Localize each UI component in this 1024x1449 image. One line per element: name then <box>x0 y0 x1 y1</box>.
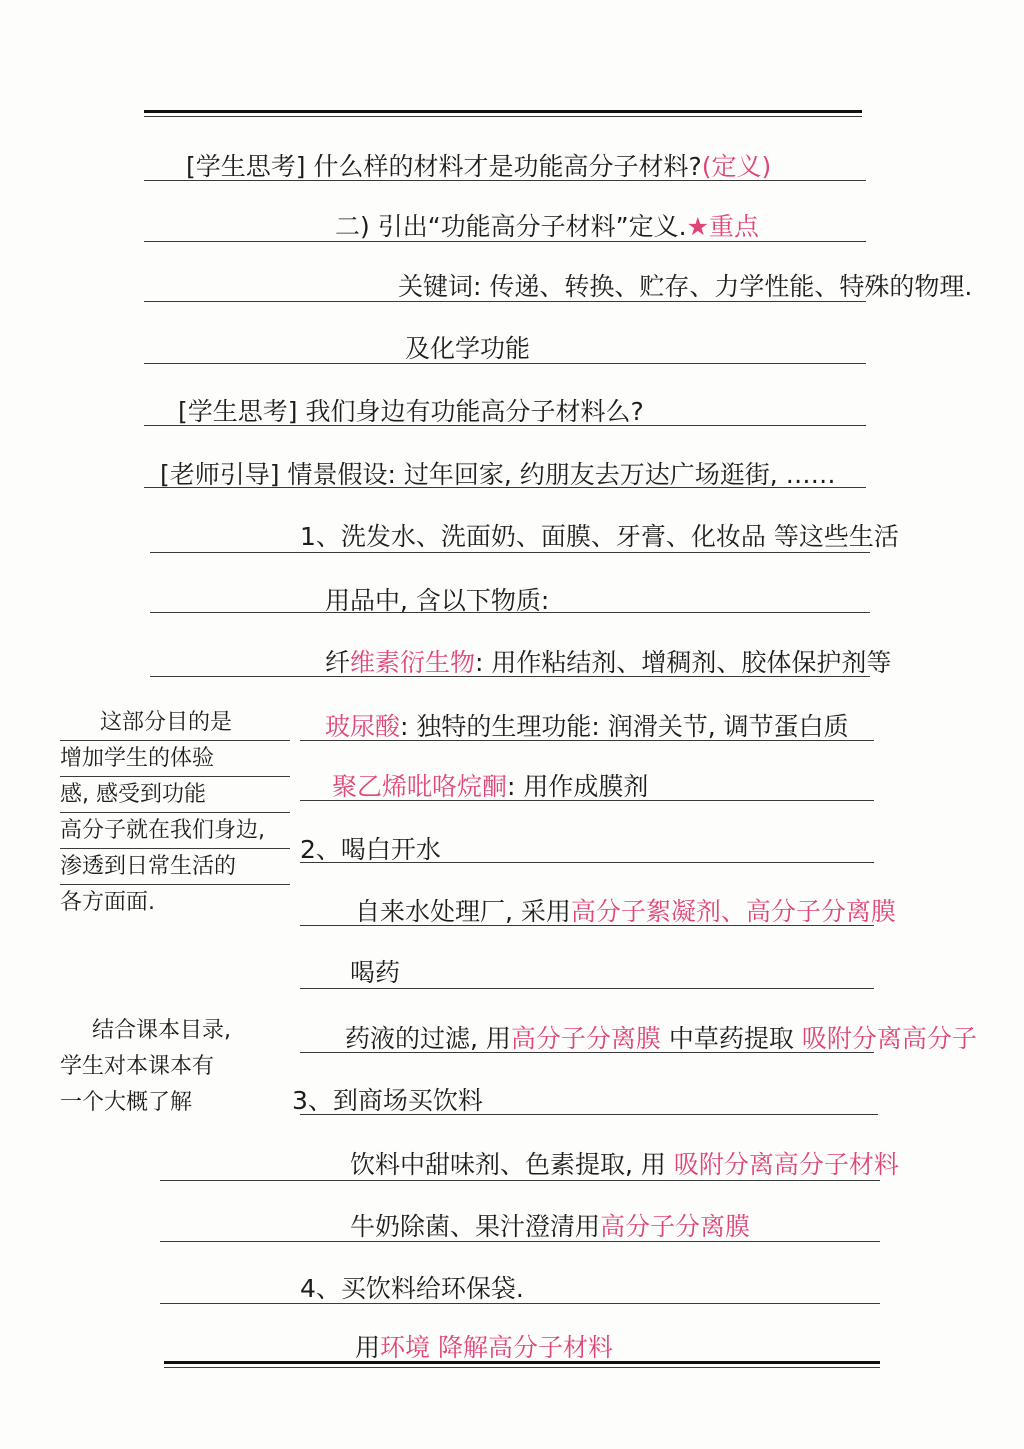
highlight-text: 吸附分离高分子 <box>801 1024 977 1053</box>
side-note-line: 高分子就在我们身边, <box>60 818 265 843</box>
note-text: 药液的过滤, 用 <box>345 1024 511 1053</box>
highlight-text: ★重点 <box>686 212 759 241</box>
note-text: 中草药提取 <box>660 1024 802 1053</box>
note-line <box>335 212 759 242</box>
note-line <box>300 835 441 865</box>
side-underline <box>60 884 290 885</box>
note-text: : 独特的生理功能: 润滑关节, 调节蛋白质 <box>400 712 849 741</box>
top-border-thin <box>144 116 862 117</box>
highlight-text: 高分子分离膜 <box>600 1212 751 1241</box>
highlight-text: 高分子絮凝剂、高分子分离膜 <box>570 897 896 926</box>
highlight-text: 维素衍生物 <box>350 648 476 677</box>
highlight-text: 高分子分离膜 <box>510 1024 661 1053</box>
highlight-text: 聚乙烯吡咯烷酮 <box>332 772 508 801</box>
note-line <box>160 460 836 490</box>
note-line <box>292 1086 483 1116</box>
note-line <box>345 1024 977 1054</box>
ruled-line <box>300 988 874 989</box>
note-line <box>332 772 648 802</box>
highlight-text: 吸附分离高分子材料 <box>673 1150 899 1179</box>
note-line <box>325 648 891 678</box>
note-line <box>398 272 972 302</box>
note-text: 自来水处理厂, 采用 <box>355 897 571 926</box>
side-note-line: 结合课本目录, <box>92 1018 231 1043</box>
note-line <box>350 1212 750 1242</box>
note-line <box>300 1274 524 1304</box>
note-text: 用品中, 含以下物质: <box>325 586 550 615</box>
note-line <box>350 958 400 988</box>
note-text: 纤 <box>325 648 351 677</box>
note-line <box>300 522 899 552</box>
note-text: 3、到商场买饮料 <box>292 1086 483 1115</box>
note-text: 4、买饮料给环保袋. <box>300 1274 524 1303</box>
note-line <box>350 1150 899 1180</box>
highlight-text: 环境 降解高分子材料 <box>380 1333 613 1362</box>
side-underline <box>60 776 290 777</box>
side-note-line: 渗透到日常生活的 <box>60 854 237 879</box>
note-text: 喝药 <box>350 958 401 987</box>
side-underline <box>60 812 290 813</box>
ruled-line <box>160 1180 880 1181</box>
side-note-line: 各方面面. <box>60 890 155 915</box>
note-line <box>355 897 896 927</box>
note-line <box>178 397 644 427</box>
side-underline <box>60 848 290 849</box>
note-text: 饮料中甜味剂、色素提取, 用 <box>350 1150 674 1179</box>
note-text: : 用作粘结剂、增稠剂、胶体保护剂等 <box>475 648 892 677</box>
note-text: [老师引导] <box>160 460 280 489</box>
note-line <box>186 152 771 182</box>
side-note-line: 这部分目的是 <box>100 710 233 735</box>
highlight-text: 玻尿酸 <box>325 712 401 741</box>
side-note-line: 感, 感受到功能 <box>60 782 206 807</box>
note-text: 我们身边有功能高分子材料么? <box>297 397 644 426</box>
note-text: 1、洗发水、洗面奶、面膜、牙膏、化妆品 等这些生活 <box>300 522 899 551</box>
bottom-border-thin <box>164 1367 880 1368</box>
side-note-line: 增加学生的体验 <box>60 746 215 771</box>
top-border <box>144 110 862 113</box>
note-text: [学生思考] <box>186 152 306 181</box>
note-text: 牛奶除菌、果汁澄清用 <box>350 1212 601 1241</box>
note-text: 及化学功能 <box>405 334 531 363</box>
note-text: 二) 引出“功能高分子材料”定义. <box>335 212 687 241</box>
note-line <box>355 1333 613 1363</box>
side-underline <box>60 740 290 741</box>
note-line <box>325 712 849 742</box>
side-note-line: 学生对本课本有 <box>60 1054 215 1079</box>
highlight-text: (定义) <box>701 152 772 181</box>
side-note-line: 一个大概了解 <box>60 1090 193 1115</box>
note-line <box>405 334 530 364</box>
note-text: 关键词: 传递、转换、贮存、力学性能、特殊的物理. <box>398 272 973 301</box>
ruled-line <box>150 552 870 553</box>
note-text: 用 <box>355 1333 381 1362</box>
note-text: 什么样的材料才是功能高分子材料? <box>305 152 702 181</box>
note-text: 2、喝白开水 <box>300 835 441 864</box>
note-line <box>325 586 549 616</box>
note-text: [学生思考] <box>178 397 298 426</box>
note-text: 情景假设: 过年回家, 约朋友去万达广场逛街, …… <box>279 460 836 489</box>
note-text: : 用作成膜剂 <box>507 772 649 801</box>
